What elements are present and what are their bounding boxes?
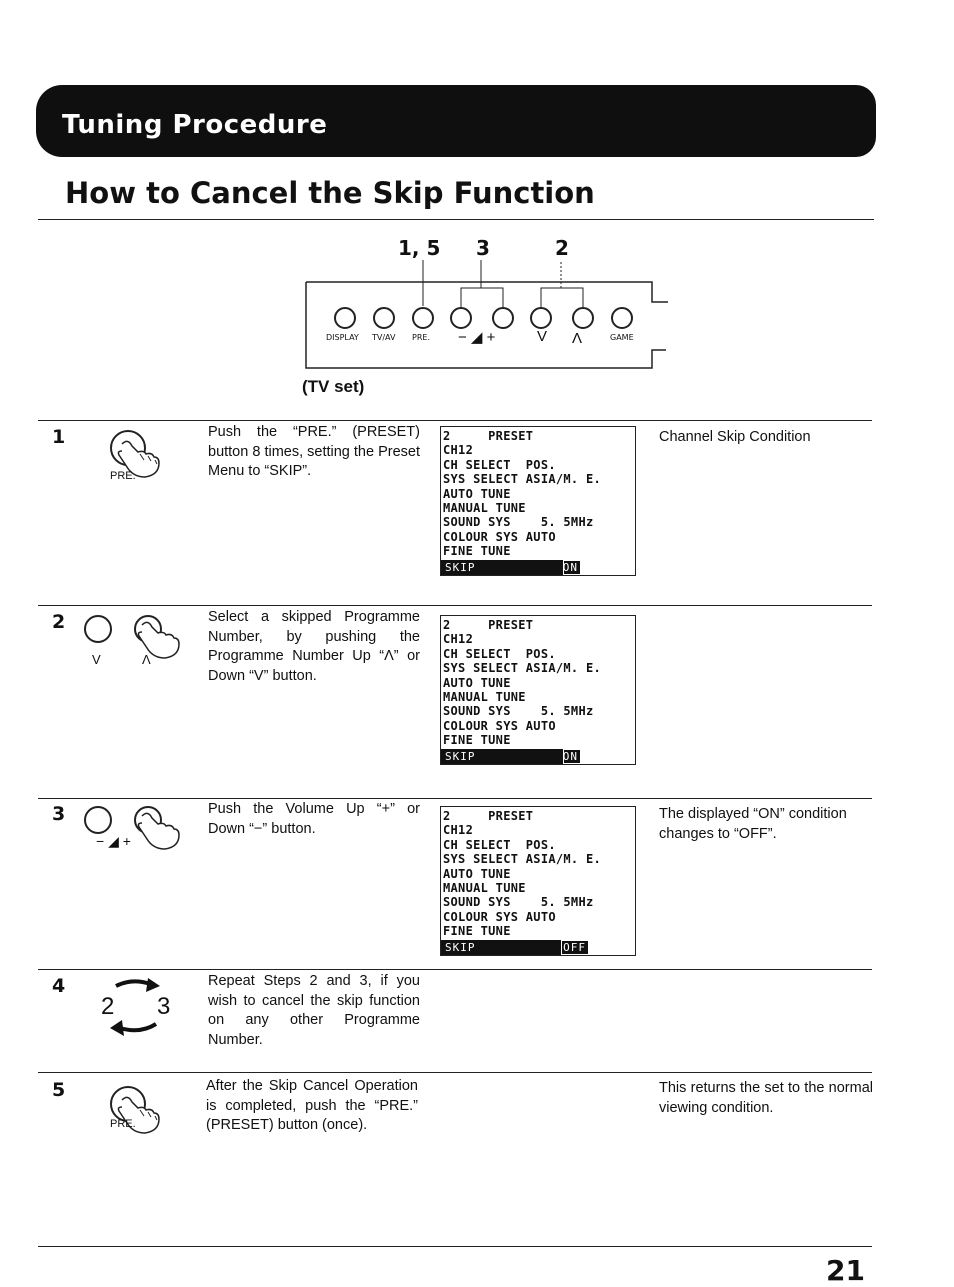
page-number: 21 [826, 1254, 865, 1287]
section-title: How to Cancel the Skip Function [65, 176, 595, 210]
game-button-shape [612, 308, 632, 328]
osd-line: COLOUR SYS AUTO [443, 909, 556, 924]
step-3-side-text: The displayed “ON” condition changes to “OFF”. [659, 806, 847, 842]
osd-line: AUTO TUNE [443, 866, 511, 881]
banner-title: Tuning Procedure [62, 110, 328, 140]
step-1-number: 1 [52, 426, 66, 448]
step-5-side-text: This returns the set to the normal viewing condition. [659, 1080, 873, 1116]
osd-line: CH12 [443, 823, 474, 838]
game-label: GAME [610, 333, 634, 342]
display-label: DISPLAY [326, 333, 359, 342]
osd-line: FINE TUNE [443, 733, 511, 748]
osd-line: 2 PRESET [443, 618, 534, 632]
step-4-rule [38, 969, 872, 970]
step-3-icon-label: − ◢ + [96, 833, 131, 849]
step-1-icon-label: PRE. [110, 470, 136, 482]
step-2-down-label: V [92, 652, 101, 667]
osd-line: CH12 [443, 632, 474, 647]
osd-skip-value: ON [562, 561, 578, 574]
step-2-text: Select a skipped Programme Number, by pushing the Programme Number Up “Λ” or Down “V” button. [208, 609, 420, 684]
step-4-number: 4 [52, 975, 66, 997]
step-5-number: 5 [52, 1079, 66, 1101]
step-3-rule [38, 798, 872, 799]
step-1-osd-screen [440, 426, 636, 576]
ch-up-button-shape [573, 308, 593, 328]
osd-skip-label: SKIP [445, 941, 476, 954]
volume-label: − ◢ + [458, 329, 496, 346]
osd-line: CH12 [443, 443, 474, 458]
vol-up-button-shape [493, 308, 513, 328]
step-2-osd-screen [440, 615, 636, 765]
step-2-number: 2 [52, 611, 66, 633]
osd-skip-value: ON [562, 750, 578, 763]
tv-control-panel [300, 256, 680, 376]
osd-skip-value: OFF [563, 941, 586, 954]
ch-down-button-shape [531, 308, 551, 328]
step-3-osd-screen [440, 806, 636, 956]
osd-line: FINE TUNE [443, 544, 511, 559]
bottom-rule [38, 1246, 872, 1247]
display-button-shape [335, 308, 355, 328]
osd-line: MANUAL TUNE [443, 880, 526, 895]
osd-line: 2 PRESET [443, 809, 534, 823]
step-2-rule [38, 605, 872, 606]
step-1-text: Push the “PRE.” (PRESET) button 8 times, setting the Preset Menu to “SKIP”. [208, 424, 420, 479]
step-5-rule [38, 1072, 872, 1073]
step-1-rule [38, 420, 872, 421]
callout-2: 2 [555, 236, 569, 260]
osd-line: FINE TUNE [443, 924, 511, 939]
osd-line: CH SELECT POS. [443, 837, 556, 852]
step-5-icon-label: PRE. [110, 1118, 136, 1130]
osd-line: COLOUR SYS AUTO [443, 529, 556, 544]
osd-line: SYS SELECT ASIA/M. E. [443, 661, 602, 676]
step-1-side-text: Channel Skip Condition [659, 429, 811, 445]
osd-skip-bar [441, 940, 589, 955]
pre-button-shape [413, 308, 433, 328]
tv-set-caption: (TV set) [302, 377, 365, 396]
step-4-text: Repeat Steps 2 and 3, if you wish to cancel the skip function on any other Programme Number. [208, 973, 420, 1048]
step-3-number: 3 [52, 803, 66, 825]
osd-line: SOUND SYS 5. 5MHz [443, 704, 594, 719]
osd-line: CH SELECT POS. [443, 457, 556, 472]
osd-line: AUTO TUNE [443, 675, 511, 690]
tvav-button-shape [374, 308, 394, 328]
osd-skip-bar [441, 749, 581, 764]
osd-line: CH SELECT POS. [443, 646, 556, 661]
callout-1-5: 1, 5 [398, 236, 441, 260]
osd-line: 2 PRESET [443, 429, 534, 443]
osd-skip-label: SKIP [445, 561, 476, 574]
down-label: V [537, 328, 548, 345]
osd-line: SYS SELECT ASIA/M. E. [443, 852, 602, 867]
step-2-up-label: Λ [142, 652, 151, 667]
step-5-text: After the Skip Cancel Operation is completed, push the “PRE.” (PRESET) button (once). [206, 1078, 418, 1133]
osd-line: SOUND SYS 5. 5MHz [443, 515, 594, 530]
osd-line: SOUND SYS 5. 5MHz [443, 895, 594, 910]
up-label: Λ [572, 330, 583, 347]
vol-down-button-shape [451, 308, 471, 328]
pre-label: PRE. [412, 333, 430, 342]
tvav-label: TV/AV [372, 333, 396, 342]
osd-line: SYS SELECT ASIA/M. E. [443, 472, 602, 487]
step-4-label-3: 3 [157, 993, 171, 1020]
callout-3: 3 [476, 236, 490, 260]
osd-skip-bar [441, 560, 581, 575]
step-3-text: Push the Volume Up “+” or Down “−” button. [208, 801, 420, 837]
osd-line: MANUAL TUNE [443, 500, 526, 515]
step-4-label-2: 2 [101, 993, 115, 1020]
title-rule [38, 219, 874, 220]
osd-line: COLOUR SYS AUTO [443, 718, 556, 733]
osd-line: AUTO TUNE [443, 486, 511, 501]
osd-skip-label: SKIP [445, 750, 476, 763]
osd-line: MANUAL TUNE [443, 689, 526, 704]
